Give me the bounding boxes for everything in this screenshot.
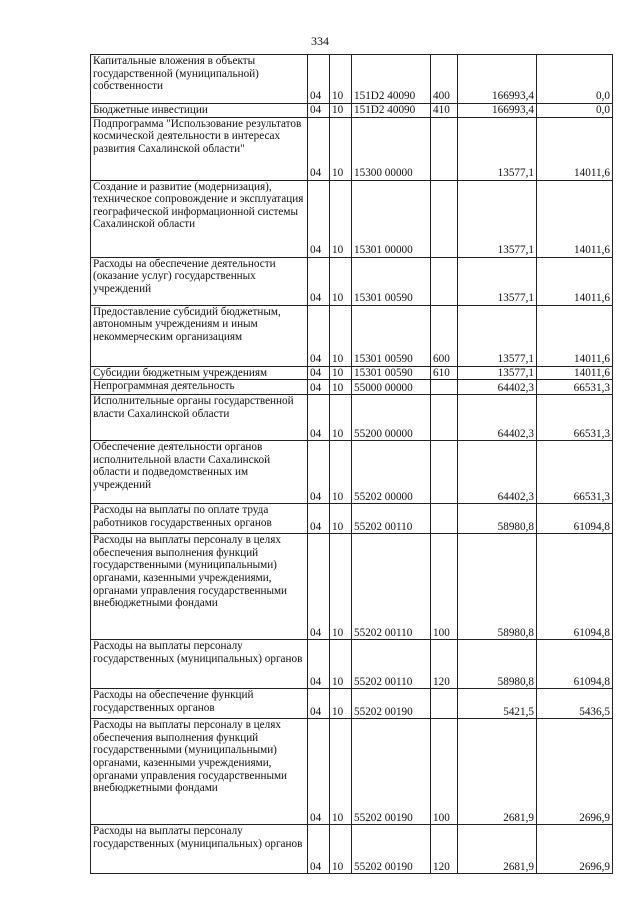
amount-year-1: 2681,9 (458, 825, 537, 874)
amount-year-1: 13577,1 (458, 366, 537, 380)
amount-year-1: 58980,8 (458, 534, 537, 640)
expense-type-code: 120 (431, 640, 458, 689)
expense-type-code: 100 (431, 534, 458, 640)
row-name: Непрограммная деятельность (91, 380, 308, 395)
table-row (91, 180, 613, 257)
amount-year-1: 5421,5 (458, 689, 537, 719)
table-row (91, 395, 613, 441)
section-code: 04 (308, 380, 330, 395)
row-name: Расходы на обеспечение функций государственных органов (91, 689, 308, 719)
row-name: Исполнительные органы государственной власти Сахалинской области (91, 395, 308, 441)
subsection-code: 10 (330, 534, 352, 640)
amount-year-2: 66531,3 (537, 395, 613, 441)
target-article-code: 55000 00000 (352, 380, 431, 395)
section-code: 04 (308, 719, 330, 825)
subsection-code: 10 (330, 55, 352, 104)
section-code: 04 (308, 180, 330, 257)
subsection-code: 10 (330, 257, 352, 305)
section-code: 04 (308, 55, 330, 104)
amount-year-1: 13577,1 (458, 257, 537, 305)
subsection-code: 10 (330, 825, 352, 874)
row-name: Расходы на выплаты по оплате труда работников государственных органов (91, 504, 308, 534)
expense-type-code (431, 504, 458, 534)
row-name: Предоставление субсидий бюджетным, автономным учреждениям и иным некоммерческим организациям (91, 305, 308, 366)
expense-type-code (431, 380, 458, 395)
section-code: 04 (308, 825, 330, 874)
expense-type-code: 610 (431, 366, 458, 380)
expense-type-code (431, 257, 458, 305)
amount-year-1: 58980,8 (458, 640, 537, 689)
section-code: 04 (308, 366, 330, 380)
row-name: Создание и развитие (модернизация), техническое сопровождение и эксплуатация географической информационной системы Сахалинской области (91, 180, 308, 257)
subsection-code: 10 (330, 395, 352, 441)
subsection-code: 10 (330, 640, 352, 689)
amount-year-1: 13577,1 (458, 180, 537, 257)
target-article-code: 55202 00190 (352, 825, 431, 874)
row-name: Обеспечение деятельности органов исполнительной власти Сахалинской области и подведомственных им учреждений (91, 441, 308, 504)
expense-type-code: 100 (431, 719, 458, 825)
target-article-code: 15301 00590 (352, 257, 431, 305)
table-row (91, 640, 613, 689)
amount-year-1: 64402,3 (458, 441, 537, 504)
subsection-code: 10 (330, 366, 352, 380)
amount-year-2: 14011,6 (537, 180, 613, 257)
table-row (91, 719, 613, 825)
amount-year-1: 58980,8 (458, 504, 537, 534)
section-code: 04 (308, 117, 330, 180)
section-code: 04 (308, 104, 330, 118)
amount-year-2: 14011,6 (537, 305, 613, 366)
row-name: Субсидии бюджетным учреждениям (91, 366, 308, 380)
amount-year-1: 166993,4 (458, 55, 537, 104)
expense-type-code: 410 (431, 104, 458, 118)
expense-type-code: 600 (431, 305, 458, 366)
target-article-code: 55202 00000 (352, 441, 431, 504)
row-name: Подпрограмма "Использование результатов космической деятельности в интересах развития Сахалинской области" (91, 117, 308, 180)
amount-year-2: 2696,9 (537, 719, 613, 825)
subsection-code: 10 (330, 504, 352, 534)
amount-year-1: 13577,1 (458, 117, 537, 180)
table-row (91, 689, 613, 719)
table-row (91, 825, 613, 874)
table-row (91, 534, 613, 640)
amount-year-1: 64402,3 (458, 395, 537, 441)
subsection-code: 10 (330, 441, 352, 504)
subsection-code: 10 (330, 719, 352, 825)
subsection-code: 10 (330, 104, 352, 118)
expense-type-code: 120 (431, 825, 458, 874)
target-article-code: 55202 00110 (352, 640, 431, 689)
expense-type-code (431, 180, 458, 257)
amount-year-2: 14011,6 (537, 117, 613, 180)
target-article-code: 151D2 40090 (352, 104, 431, 118)
amount-year-1: 166993,4 (458, 104, 537, 118)
amount-year-2: 14011,6 (537, 366, 613, 380)
table-row (91, 380, 613, 395)
expense-type-code (431, 441, 458, 504)
page-number: 334 (311, 34, 329, 48)
expense-type-code: 400 (431, 55, 458, 104)
expense-type-code (431, 395, 458, 441)
target-article-code: 55202 00110 (352, 504, 431, 534)
expense-type-code (431, 689, 458, 719)
target-article-code: 55200 00000 (352, 395, 431, 441)
amount-year-2: 66531,3 (537, 441, 613, 504)
target-article-code: 15300 00000 (352, 117, 431, 180)
amount-year-2: 0,0 (537, 55, 613, 104)
target-article-code: 15301 00000 (352, 180, 431, 257)
amount-year-1: 13577,1 (458, 305, 537, 366)
section-code: 04 (308, 689, 330, 719)
target-article-code: 55202 00190 (352, 689, 431, 719)
amount-year-2: 2696,9 (537, 825, 613, 874)
row-name: Расходы на выплаты персоналу в целях обеспечения выполнения функций государственными (муниципальными) органами, казенными учреждениями, органами управления государственными внебюджетными фондами (91, 719, 308, 825)
subsection-code: 10 (330, 305, 352, 366)
subsection-code: 10 (330, 689, 352, 719)
target-article-code: 15301 00590 (352, 305, 431, 366)
target-article-code: 15301 00590 (352, 366, 431, 380)
section-code: 04 (308, 534, 330, 640)
row-name: Расходы на выплаты персоналу государственных (муниципальных) органов (91, 825, 308, 874)
row-name: Расходы на выплаты персоналу в целях обеспечения выполнения функций государственными (муниципальными) органами, казенными учреждениями, органами управления государственными внебюджетными фондами (91, 534, 308, 640)
amount-year-2: 61094,8 (537, 504, 613, 534)
amount-year-2: 14011,6 (537, 257, 613, 305)
subsection-code: 10 (330, 117, 352, 180)
expense-type-code (431, 117, 458, 180)
table-row (91, 504, 613, 534)
section-code: 04 (308, 395, 330, 441)
budget-table (90, 54, 613, 874)
row-name: Капитальные вложения в объекты государственной (муниципальной) собственности (91, 55, 308, 104)
subsection-code: 10 (330, 180, 352, 257)
row-name: Расходы на выплаты персоналу государственных (муниципальных) органов (91, 640, 308, 689)
table-row (91, 305, 613, 366)
amount-year-2: 61094,8 (537, 534, 613, 640)
table-row (91, 104, 613, 118)
amount-year-2: 61094,8 (537, 640, 613, 689)
table-row (91, 257, 613, 305)
row-name: Расходы на обеспечение деятельности (оказание услуг) государственных учреждений (91, 257, 308, 305)
section-code: 04 (308, 441, 330, 504)
target-article-code: 151D2 40090 (352, 55, 431, 104)
row-name: Бюджетные инвестиции (91, 104, 308, 118)
table-row (91, 441, 613, 504)
table-row (91, 366, 613, 380)
table-row (91, 117, 613, 180)
subsection-code: 10 (330, 380, 352, 395)
amount-year-2: 66531,3 (537, 380, 613, 395)
table-row (91, 55, 613, 104)
amount-year-2: 5436,5 (537, 689, 613, 719)
target-article-code: 55202 00110 (352, 534, 431, 640)
target-article-code: 55202 00190 (352, 719, 431, 825)
section-code: 04 (308, 640, 330, 689)
amount-year-2: 0,0 (537, 104, 613, 118)
amount-year-1: 64402,3 (458, 380, 537, 395)
section-code: 04 (308, 504, 330, 534)
section-code: 04 (308, 305, 330, 366)
budget-table-body (91, 55, 613, 874)
amount-year-1: 2681,9 (458, 719, 537, 825)
section-code: 04 (308, 257, 330, 305)
